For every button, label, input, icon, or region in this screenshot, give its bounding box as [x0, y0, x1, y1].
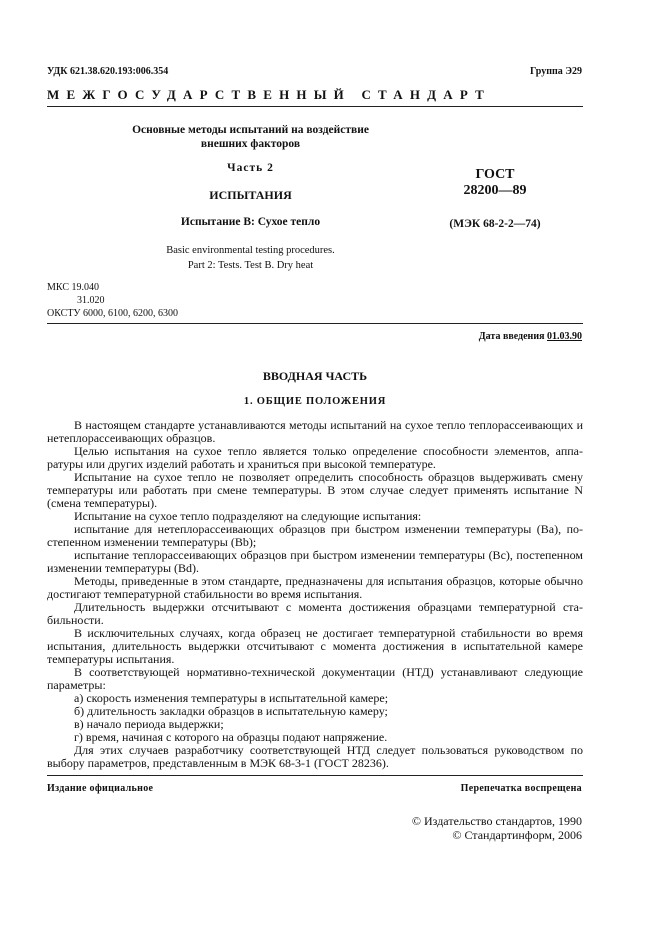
section-title: ВВОДНАЯ ЧАСТЬ	[262, 369, 368, 383]
list-item: а) скорость изменения температуры в испытательной камере;	[74, 691, 389, 705]
udk-code: УДК 621.38.620.193:006.354	[47, 66, 169, 77]
edition-label: Издание официальное	[47, 783, 154, 794]
english-title-line2: Part 2: Tests. Test B. Dry heat	[187, 260, 314, 271]
paragraph: Методы, приведенные в этом стандарте, предназначены для испытания образцов, которые обычно достигают температурной стабильности во время испытания.	[47, 574, 583, 601]
standard-banner: МЕЖГОСУДАРСТВЕННЫЙ СТАНДАРТ	[47, 87, 492, 102]
group-code: Группа Э29	[530, 66, 582, 77]
codes-rule	[47, 323, 583, 324]
footer-rule	[47, 775, 583, 776]
copyright-line2: © Стандартинформ, 2006	[452, 828, 582, 842]
english-title	[118, 243, 383, 273]
effective-date-value: 01.03.90	[547, 331, 582, 342]
doc-title	[118, 123, 383, 151]
paragraph: Для этих случаев разработчику соответствующей НТД следует пользоваться руководством по выбору параметров, представленным в МЭК 68-3-1 (ГОСТ 28236).	[47, 743, 583, 770]
header-rule	[47, 106, 583, 107]
paragraph: В настоящем стандарте устанавливаются методы испытаний на сухое тепло теплорассеивающих и нетеплорассеивающих образцов.	[47, 418, 583, 445]
section-subtitle: 1. ОБЩИЕ ПОЛОЖЕНИЯ	[243, 396, 387, 407]
paragraph: В соответствующей нормативно-технической документации (НТД) устанавливают следующие параметры:	[47, 665, 583, 692]
gost-designation	[420, 167, 570, 199]
effective-date-label: Дата введения	[478, 331, 545, 342]
copyright-block	[412, 814, 582, 842]
iec-reference: (МЭК 68-2-2—74)	[449, 218, 541, 230]
list-item: б) длительность закладки образцов в испытательную камеру;	[74, 704, 388, 718]
classification-codes	[47, 281, 178, 320]
paragraph: Испытание на сухое тепло подразделяют на следующие испытания:	[74, 509, 422, 523]
paragraph: Длительность выдержки отсчитывают с момента достижения образцами температурной стабильности.	[47, 600, 583, 627]
paragraph: Целью испытания на сухое тепло является только определение способности элементов, аппаратуры или других изделий работать и храниться при высокой температуре.	[47, 444, 583, 471]
doc-title-line2: внешних факторов	[200, 138, 301, 150]
paragraph: испытание для нетеплорассеивающих образцов при быстром изменении температуры (Ва), постепенном изменении температуры (Вb);	[47, 522, 583, 549]
gost-label: ГОСТ	[475, 167, 515, 182]
english-title-line1: Basic environmental testing procedures.	[166, 245, 335, 256]
copyright-line1: © Издательство стандартов, 1990	[411, 814, 582, 828]
gost-number: 28200—89	[463, 183, 527, 198]
test-b-heading: Испытание В: Сухое тепло	[180, 216, 321, 228]
part-label: Часть 2	[227, 162, 274, 174]
tests-heading: ИСПЫТАНИЯ	[209, 188, 292, 202]
body-text	[47, 419, 583, 770]
paragraph: испытание теплорассеивающих образцов при быстром изменении температуры (Вс), постепенном изменении температуры (Вd).	[47, 548, 583, 575]
list-item: в) начало периода выдержки;	[74, 717, 224, 731]
effective-date	[479, 331, 582, 342]
doc-title-line1: Основные методы испытаний на воздействие	[132, 124, 369, 136]
mks-code-2: 31.020	[77, 295, 105, 306]
paragraph: Испытание на сухое тепло не позволяет определить способность образцов выдерживать смену температуры или работать при смене температуры. В этом случае следует применять испытание N (смена температуры).	[47, 470, 583, 510]
reprint-notice: Перепечатка воспрещена	[460, 783, 582, 794]
okstu-code: ОКСТУ 6000, 6100, 6200, 6300	[47, 308, 179, 319]
list-item: г) время, начиная с которого на образцы подают напряжение.	[74, 730, 388, 744]
mks-code: МКС 19.040	[47, 282, 99, 293]
paragraph: В исключительных случаях, когда образец не достигает температурной стабильности во время испытания, длительность выдержки отсчитывают с момента достижения в испытательной камере температуры испытания.	[47, 626, 583, 666]
